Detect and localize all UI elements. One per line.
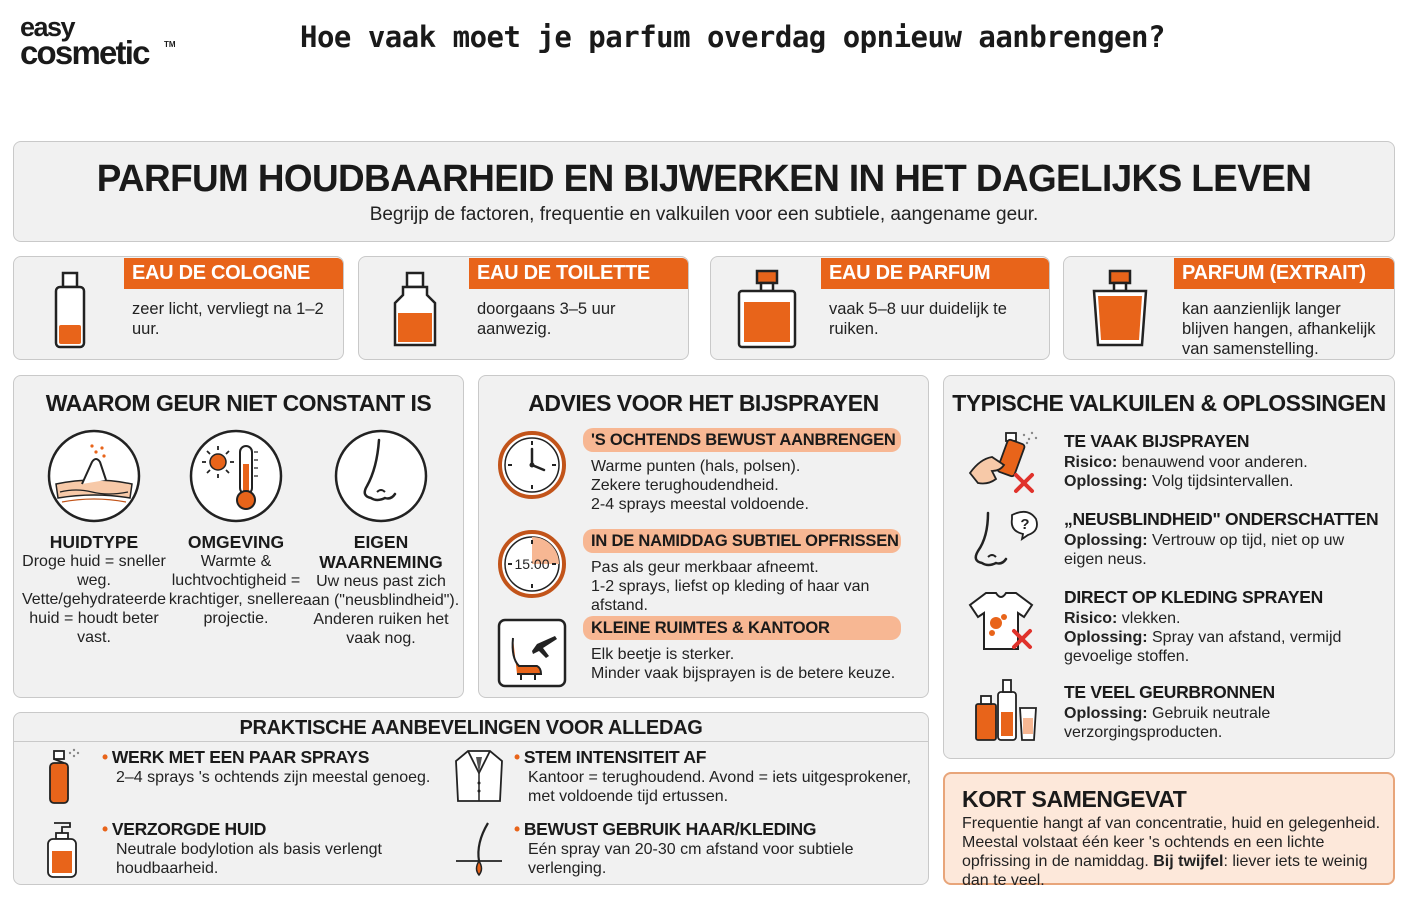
advice-line: Elk beetje is sterker.	[591, 646, 735, 663]
advies-title: ADVIES VOOR HET BIJSPRAYEN	[528, 390, 879, 416]
summary-text-end: : liever iets te weinig dan te veel.	[962, 853, 1368, 889]
pitfall-title: TE VAAK BIJSPRAYEN	[1064, 431, 1250, 451]
clock-icon	[497, 430, 567, 500]
perfume-bottle-icon	[377, 269, 453, 349]
summary-text-main: Frequentie hangt af van concentratie, huid en gelegenheid. Meestal volstaat één keer 's ochtends en een lichte opfrissing in de namiddag.	[962, 815, 1381, 870]
square-perfume-bottle-icon	[729, 269, 805, 349]
pitfall-label: Oplossing:	[1064, 532, 1148, 549]
main-title: PARFUM HOUDBAARHEID EN BIJWERKEN IN HET DAGELIJKS LEVEN	[96, 158, 1312, 200]
page-question: Hoe vaak moet je parfum overdag opnieuw aanbrengen?	[300, 20, 1165, 54]
shirt-stain-cross-icon	[966, 587, 1042, 657]
easycosmetic-logo	[20, 12, 180, 71]
tip-title-text: VERZORGDE HUID	[111, 819, 267, 839]
pitfall-label: Oplossing:	[1064, 705, 1148, 722]
valkuilen-title: TYPISCHE VALKUILEN & OPLOSSINGEN	[952, 390, 1386, 416]
waarom-panel	[13, 375, 464, 698]
advice-line: Zekere terughoudendheid.	[591, 477, 779, 494]
summary-panel	[943, 772, 1395, 889]
summary-bold: Bij twijfel	[1153, 853, 1224, 870]
factor-eigen-waarneming	[302, 428, 460, 648]
tip-title	[102, 819, 266, 840]
clock-label: 15:00	[514, 556, 550, 572]
pitfall-label: Risico:	[1064, 610, 1118, 627]
factor-omgeving	[161, 428, 311, 628]
pitfall-label: Oplossing:	[1064, 629, 1148, 646]
factor-text: Droge huid = sneller weg. Vette/gehydrateerde huid = houdt beter vast.	[21, 553, 167, 646]
logo-text-easy: easy	[20, 12, 75, 42]
advice-head: KLEINE RUIMTES & KANTOOR	[583, 616, 901, 640]
pitfall-value: Gebruik neutrale verzorgingsproducten.	[1064, 705, 1271, 741]
concentration-text: doorgaans 3–5 uur aanwezig.	[477, 300, 616, 338]
spray-bottle-icon	[42, 747, 92, 807]
suit-jacket-icon	[454, 747, 504, 807]
pitfall-value: Spray van afstand, vermijd gevoelige stoffen.	[1064, 629, 1342, 665]
logo-text-cosmetic: cosmetic	[20, 34, 149, 71]
nose-icon	[333, 428, 429, 524]
tip-title	[514, 747, 706, 768]
pitfall-title: „NEUSBLINDHEID" ONDERSCHATTEN	[1064, 509, 1379, 529]
card-eau-de-cologne	[13, 256, 344, 360]
advice-line: Minder vaak bijsprayen is de betere keuze.	[591, 665, 896, 682]
airplane-seat-icon	[497, 618, 567, 688]
advice-head: 'S OCHTENDS BEWUST AANBRENGEN	[583, 428, 901, 452]
hair-strand-icon	[454, 819, 504, 879]
practical-divider	[14, 741, 928, 742]
concentration-name: EAU DE PARFUM	[821, 258, 1049, 289]
pitfall-title: TE VEEL GEURBRONNEN	[1064, 682, 1275, 702]
spray-hand-cross-icon	[966, 429, 1042, 499]
tip-title	[514, 819, 816, 840]
tip-bullet: •	[102, 747, 108, 767]
tip-title-text: WERK MET EEN PAAR SPRAYS	[111, 747, 370, 767]
skin-icon	[46, 428, 142, 524]
lotion-pump-icon	[42, 819, 92, 879]
valkuilen-panel	[943, 375, 1395, 759]
pitfall-value: benauwend voor anderen.	[1117, 454, 1308, 471]
waarom-title: WAAROM GEUR NIET CONSTANT IS	[45, 390, 432, 416]
concentration-text: vaak 5–8 uur duidelijk te ruiken.	[829, 300, 1007, 338]
tip-bullet: •	[514, 747, 520, 767]
factor-huidtype	[19, 428, 169, 647]
factor-text: Uw neus past zich aan ("neusblindheid"). Anderen ruiken het vaak nog.	[302, 573, 460, 647]
tip-bullet: •	[514, 819, 520, 839]
pitfall-label: Risico:	[1064, 454, 1118, 471]
svg-text:?: ?	[1020, 516, 1030, 533]
advice-head: IN DE NAMIDDAG SUBTIEL OPFRISSEN	[583, 529, 901, 553]
factor-title: EIGEN WAARNEMING	[319, 532, 443, 572]
pitfall-value: Vertrouw op tijd, niet op uw eigen neus.	[1064, 532, 1345, 568]
concentration-name: EAU DE TOILETTE	[469, 258, 688, 289]
pitfall-text	[1064, 453, 1384, 491]
practical-panel	[13, 712, 929, 885]
tip-title-text: STEM INTENSITEIT AF	[523, 747, 707, 767]
card-parfum-extrait	[1063, 256, 1395, 360]
pitfall-text	[1064, 531, 1384, 569]
advies-panel	[478, 375, 929, 698]
tip-bullet: •	[102, 819, 108, 839]
logo-trademark: TM	[164, 40, 176, 49]
tip-title	[102, 747, 369, 768]
main-subtitle: Begrijp de factoren, frequentie en valkuilen voor een subtiele, aangename geur.	[369, 204, 1039, 225]
tip-text: Eén spray van 20-30 cm afstand voor subtiele verlenging.	[528, 841, 854, 877]
advice-line: 1-2 sprays, liefst op kleding of haar van afstand.	[591, 578, 870, 614]
extrait-perfume-bottle-icon	[1082, 269, 1158, 349]
factor-title: HUIDTYPE	[49, 532, 139, 552]
advice-text	[591, 457, 921, 514]
concentration-name: EAU DE COLOGNE	[124, 258, 343, 289]
card-eau-de-parfum	[710, 256, 1050, 360]
title-panel	[13, 141, 1395, 242]
clock-1500-icon	[497, 529, 567, 599]
tip-text: Kantoor = terughoudend. Avond = iets uitgesprokener, met voldoende tijd ertussen.	[528, 769, 912, 805]
pitfall-text	[1064, 609, 1384, 666]
tip-text: 2–4 sprays 's ochtends zijn meestal genoeg.	[116, 769, 431, 786]
factor-title: OMGEVING	[187, 532, 285, 552]
concentration-text: zeer licht, vervliegt na 1–2 uur.	[132, 300, 324, 338]
small-perfume-bottle-icon	[32, 269, 108, 349]
pitfall-title: DIRECT OP KLEDING SPRAYEN	[1064, 587, 1323, 607]
advice-line: Warme punten (hals, polsen).	[591, 458, 801, 475]
factor-text: Warmte & luchtvochtigheid = krachtiger, snellere projectie.	[168, 553, 304, 627]
advice-text	[591, 645, 921, 683]
summary-text	[962, 814, 1390, 890]
thermometer-sun-icon	[188, 428, 284, 524]
tip-title-text: BEWUST GEBRUIK HAAR/KLEDING	[523, 819, 817, 839]
concentration-name: PARFUM (EXTRAIT)	[1174, 258, 1394, 289]
summary-title: KORT SAMENGEVAT	[962, 786, 1187, 812]
pitfall-value: Volg tijdsintervallen.	[1147, 473, 1294, 490]
advice-line: Pas als geur merkbaar afneemt.	[591, 559, 819, 576]
concentration-text: kan aanzienlijk langer blijven hangen, afhankelijk van samenstelling.	[1182, 300, 1376, 358]
pitfall-label: Oplossing:	[1064, 473, 1148, 490]
card-eau-de-toilette	[358, 256, 689, 360]
pitfall-value: vlekken.	[1117, 610, 1181, 627]
advice-line: 2-4 sprays meestal voldoende.	[591, 496, 809, 513]
advice-text	[591, 558, 921, 615]
pitfall-text	[1064, 704, 1384, 742]
practical-title: PRAKTISCHE AANBEVELINGEN VOOR ALLEDAG	[239, 717, 703, 739]
nose-question-icon	[966, 509, 1042, 579]
tip-text: Neutrale bodylotion als basis verlengt houdbaarheid.	[116, 841, 382, 877]
bottles-icon	[966, 674, 1042, 744]
